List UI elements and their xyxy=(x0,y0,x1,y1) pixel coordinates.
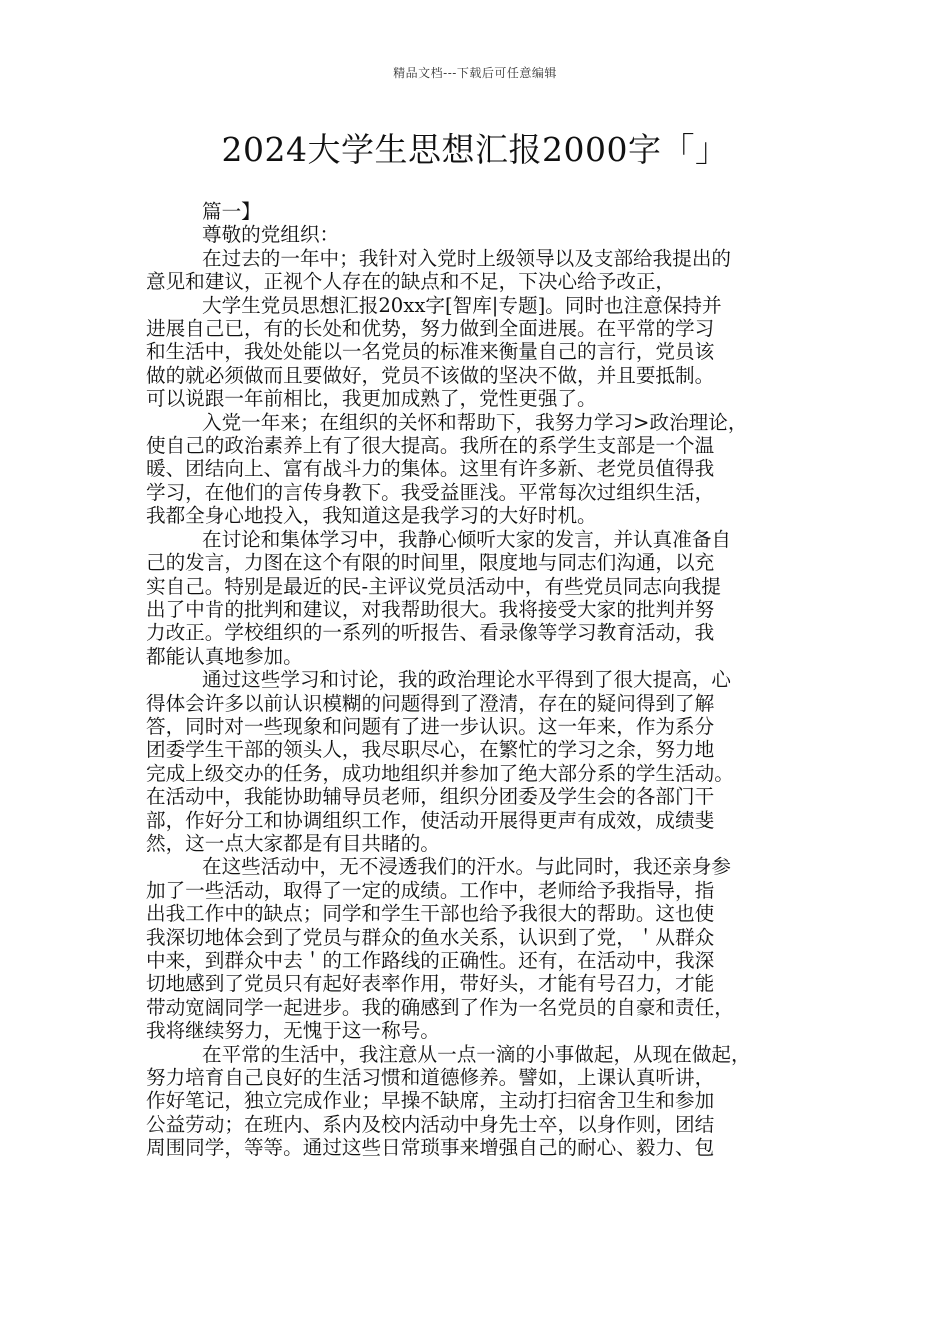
text-line: 切地感到了党员只有起好表率作用，带好头，才能有号召力，才能 xyxy=(146,972,715,996)
document-title: 2024大学生思想汇报2000字「」 xyxy=(221,130,729,169)
text-line: 己的发言，力图在这个有限的时间里，限度地与同志们沟通，以充 xyxy=(146,551,715,575)
text-line: 在过去的一年中；我针对入党时上级领导以及支部给我提出的 xyxy=(202,246,732,270)
text-line: 我都全身心地投入，我知道这是我学习的大好时机。 xyxy=(146,504,597,528)
text-line: 都能认真地参加。 xyxy=(146,644,303,668)
text-line: 中来，到群众中去＇的工作路线的正确性。还有，在活动中，我深 xyxy=(146,949,715,972)
text-line: 可以说跟一年前相比，我更加成熟了，党性更强了。 xyxy=(146,387,597,411)
text-line: 部，作好分工和协调组织工作，使活动开展得更声有成效，成绩斐 xyxy=(146,808,715,832)
text-line: 团委学生干部的领头人，我尽职尽心，在繁忙的学习之余，努力地 xyxy=(146,738,715,762)
text-line: 加了一些活动，取得了一定的成绩。工作中，老师给予我指导，指 xyxy=(146,878,715,902)
text-line: 进展自己已，有的长处和优势，努力做到全面进展。在平常的学习 xyxy=(146,317,715,341)
text-line: 实自己。特别是最近的民-主评议党员活动中，有些党员同志向我提 xyxy=(146,574,721,598)
text-line: 和生活中，我处处能以一名党员的标准来衡量自己的言行，党员该 xyxy=(146,340,715,364)
text-line: 在这些活动中，无不浸透我们的汗水。与此同时，我还亲身参 xyxy=(202,855,732,879)
document-body xyxy=(146,200,826,1160)
text-line: 我将继续努力，无愧于这一称号。 xyxy=(146,1019,440,1043)
text-line: 暖、团结向上、富有战斗力的集体。这里有许多新、老党员值得我 xyxy=(146,457,715,481)
text-line: 周围同学，等等。通过这些日常琐事来增强自己的耐心、毅力、包 xyxy=(146,1136,715,1160)
text-line: 做的就必须做而且要做好，党员不该做的坚决不做，并且要抵制。 xyxy=(146,363,715,387)
text-line: 公益劳动；在班内、系内及校内活动中身先士卒，以身作则，团结 xyxy=(146,1112,715,1136)
text-line: 完成上级交办的任务，成功地组织并参加了绝大部分系的学生活动。 xyxy=(146,761,734,785)
text-line: 入党一年来；在组织的关怀和帮助下，我努力学习>政治理论， xyxy=(202,410,748,434)
text-line: 在活动中，我能协助辅导员老师，组织分团委及学生会的各部门干 xyxy=(146,785,715,809)
text-line: 力改正。学校组织的一系列的听报告、看录像等学习教育活动，我 xyxy=(146,621,715,645)
text-line: 在平常的生活中，我注意从一点一滴的小事做起，从现在做起， xyxy=(202,1042,751,1066)
text-line: 在讨论和集体学习中，我静心倾听大家的发言，并认真准备自 xyxy=(202,527,732,551)
page-header: 精品文档---下载后可任意编辑 xyxy=(393,66,557,80)
text-line: 出我工作中的缺点；同学和学生干部也给予我很大的帮助。这也使 xyxy=(146,902,715,926)
text-line: 然，这一点大家都是有目共睹的。 xyxy=(146,831,440,855)
text-line: 通过这些学习和讨论，我的政治理论水平得到了很大提高，心 xyxy=(202,668,732,692)
text-line: 大学生党员思想汇报20xx字[智库|专题]。同时也注意保持并 xyxy=(202,293,722,317)
text-line: 我深切地体会到了党员与群众的鱼水关系，认识到了党，＇从群众 xyxy=(146,925,715,949)
text-line: 得体会许多以前认识模糊的问题得到了澄清，存在的疑问得到了解 xyxy=(146,691,715,715)
text-line: 努力培育自己良好的生活习惯和道德修养。譬如，上课认真听讲， xyxy=(146,1066,715,1090)
text-line: 使自己的政治素养上有了很大提高。我所在的系学生支部是一个温 xyxy=(146,434,715,458)
text-line: 意见和建议，正视个人存在的缺点和不足，下决心给予改正， xyxy=(146,270,676,294)
salutation: 尊敬的党组织： xyxy=(202,223,340,247)
text-line: 带动宽阔同学一起进步。我的确感到了作为一名党员的自豪和责任， xyxy=(146,995,734,1019)
text-line: 学习，在他们的言传身教下。我受益匪浅。平常每次过组织生活， xyxy=(146,480,715,504)
text-line: 作好笔记，独立完成作业；早操不缺席，主动打扫宿舍卫生和参加 xyxy=(146,1089,715,1113)
paragraph-lines xyxy=(146,247,826,1160)
section-heading: 篇一】 xyxy=(202,200,261,223)
text-line: 答，同时对一些现象和问题有了进一步认识。这一年来，作为系分 xyxy=(146,714,715,738)
text-line: 出了中肯的批判和建议，对我帮助很大。我将接受大家的批判并努 xyxy=(146,597,715,621)
